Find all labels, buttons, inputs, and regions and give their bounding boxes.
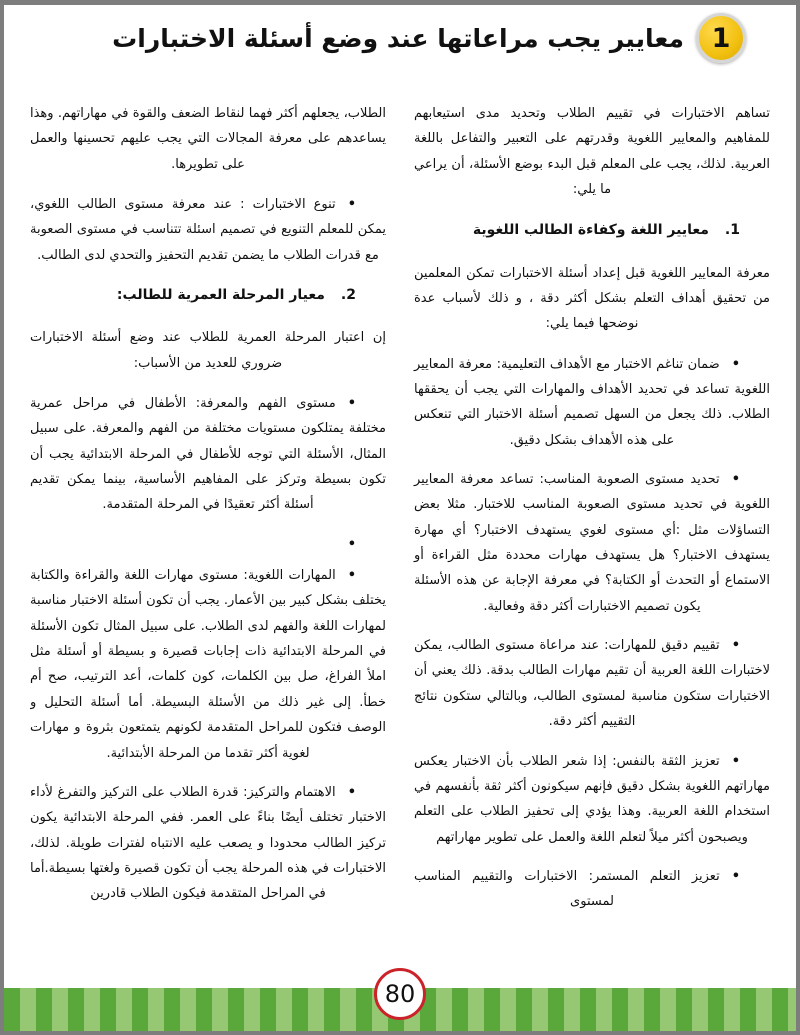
list-item [414, 467, 770, 619]
section-heading-1 [414, 217, 770, 244]
page-title: معايير يجب مراعاتها عند وضع أسئلة الاختبارات [112, 23, 684, 53]
list-item [30, 563, 386, 766]
bullet-icon: • [347, 784, 356, 800]
section-1-number: 1. [724, 222, 740, 239]
list-item-text: المهارات اللغوية: مستوى مهارات اللغة والقراءة والكتابة يختلف بشكل كبير بين الأعمار. يجب أن تكون أسئلة الاختبار مناسبة لمهارات اللغة والفهم لدى الطلاب. على سبيل المثال تكون الأسئلة في المرحلة الابتدائية ذات إجابات قصيرة و بسيطة أو أسئلة مثل املأ الفراغ، صل بين الكلمات، كون كلمات، أعد الترتيب، صح أم خطأ. إلى غير ذلك من الأسئلة البسيطة. أما أسئلة التحليل و الوصف فتكون للمراحل المتقدمة لكونهم يتمتعون بثروة و مهارات لغوية أكثر تقدما من المرحلة الأبتدائية. [30, 568, 386, 761]
list-item [30, 532, 386, 557]
bullet-icon: • [347, 536, 356, 552]
bullet-icon: • [731, 638, 740, 654]
bullet-icon: • [731, 868, 740, 884]
section-1-intro: معرفة المعايير اللغوية قبل إعداد أسئلة الاختبارات تمكن المعلمين من تحقيق أهداف التعلم بشكل أكثر دقة ، و ذلك لأسباب عدة نوضحها فيما يلي: [414, 265, 770, 332]
list-item [414, 749, 770, 850]
list-item-text: تعزيز الثقة بالنفس: إذا شعر الطلاب بأن الاختبار يعكس مهاراتهم اللغوية بشكل دقيق فإنهم سيكونون أكثر ثقة بأنفسهم في استخدام اللغة العربية. وهذا يؤدي إلى تحفيز الطلاب على التعلم ويصبحون أكثر ميلاً لتعلم اللغة والعمل على تطوير مهاراتهم [414, 753, 770, 845]
list-item [30, 780, 386, 907]
list-item-text: تنوع الاختبارات : عند معرفة مستوى الطالب اللغوي، يمكن للمعلم التنويع في تصميم اسئلة تتناسب في مستوى الصعوبة مع قدرات الطلاب ما يضمن تقديم التحفيز والتحدي لدى الطالب. [30, 197, 386, 263]
list-item-text: تعزيز التعلم المستمر: الاختبارات والتقييم المناسب لمستوى [414, 868, 720, 910]
list-item-text: ضمان تناغم الاختبار مع الأهداف التعليمية: معرفة المعايير اللغوية تساعد في تحديد الأهداف والمهارات التي يجب أن يحققها الطلاب. ذلك يجعل من السهل تصميم أسئلة الاختبار التي تنعكس على هذه الأهداف بشكل دقيق. [414, 356, 770, 448]
bullet-icon: • [731, 472, 740, 488]
list-item [414, 864, 770, 915]
list-item-text: تحديد مستوى الصعوبة المناسب: تساعد معرفة المعايير اللغوية في تحديد مستوى الصعوبة المناسب للاختبار. مثلا بعض التساؤلات مثل :أي مستوى لغوي يستهدف الاختبار؟ أي مهارة يستهدف الاختبار؟ هل يستهدف مهارات محددة مثل القراءة أو الاستماع أو التحدث أو الكتابة؟ في معرفة الإجابة عن هذه الأسئلة يكون تصميم الاختبارات أكثر دقة وفعالية. [414, 472, 770, 614]
list-item-text: الاهتمام والتركيز: قدرة الطلاب على التركيز والتفرغ لأداء الاختبار تختلف أيضًا بناءً على العمر. ففي المرحلة الابتدائية يكون تركيز الطالب محدودا و يصعب عليه الانتباه لفترات طويلة. لذلك، الاختبارات في هذه المرحلة يجب أن تكون قصيرة ولغتها بسيطة.أما في المراحل المتقدمة فيكون الطلاب قادرين [30, 784, 386, 902]
list-item-text: تقييم دقيق للمهارات: عند مراعاة مستوى الطالب، يمكن لاختبارات اللغة العربية أن تقيم مهارات الطالب بدقة. ذلك يعني أن الاختبارات ستكون مناسبة لمستوى الطالب، وبالتالي ستكون نتائج التقييم أكثر دقة. [414, 638, 770, 730]
section-1-title: معايير اللغة وكفاءة الطالب اللغوية [472, 222, 709, 239]
list-item [30, 192, 386, 268]
continuation-paragraph: الطلاب، يجعلهم أكثر فهما لنقاط الضعف والقوة في مهاراتهم. وهذا يساعدهم على معرفة المجالات التي يجب عليهم تحسينها والعمل على تطويرها. [30, 106, 386, 172]
bullet-icon: • [347, 197, 356, 213]
list-item [414, 352, 770, 453]
list-item [30, 391, 386, 518]
column-left [30, 101, 386, 979]
intro-paragraph: تساهم الاختبارات في تقييم الطلاب وتحديد مدى استيعابهم للمفاهيم والمعايير اللغوية وقدرتهم على التعبير والتفاعل باللغة العربية. لذلك، يجب على المعلم قبل البدء بوضع الأسئلة، أن يراعي ما يلي: [414, 106, 770, 198]
section-number-badge [696, 13, 746, 63]
two-column-body [30, 101, 770, 979]
bullet-icon: • [347, 396, 356, 412]
section-heading-2 [30, 282, 386, 309]
bullet-icon: • [731, 753, 740, 769]
page-number-badge [374, 968, 426, 1020]
page-number-text: 80 [384, 980, 416, 1008]
section-number: 1 [711, 22, 731, 54]
list-item-text: مستوى الفهم والمعرفة: الأطفال في مراحل عمرية مختلفة يمتلكون مستويات مختلفة من الفهم والمعرفة. على سبيل المثال، الأسئلة التي توجه للأطفال في المرحلة الابتدائية يجب أن تكون بسيطة وتركز على المفاهيم الأساسية، بينما يمكن تقديم أسئلة أكثر تعقيدًا في المرحلة المتقدمة. [30, 396, 386, 513]
list-item [414, 633, 770, 734]
section-2-title: معيار المرحلة العمرية للطالب: [116, 287, 325, 304]
section-2-number: 2. [340, 287, 356, 304]
page-header [112, 13, 746, 63]
bullet-icon: • [731, 356, 740, 372]
bullet-icon: • [347, 568, 356, 584]
column-right [414, 101, 770, 979]
section-2-intro: إن اعتبار المرحلة العمرية للطلاب عند وضع أسئلة الاختبارات ضروري للعديد من الأسباب: [30, 330, 386, 371]
